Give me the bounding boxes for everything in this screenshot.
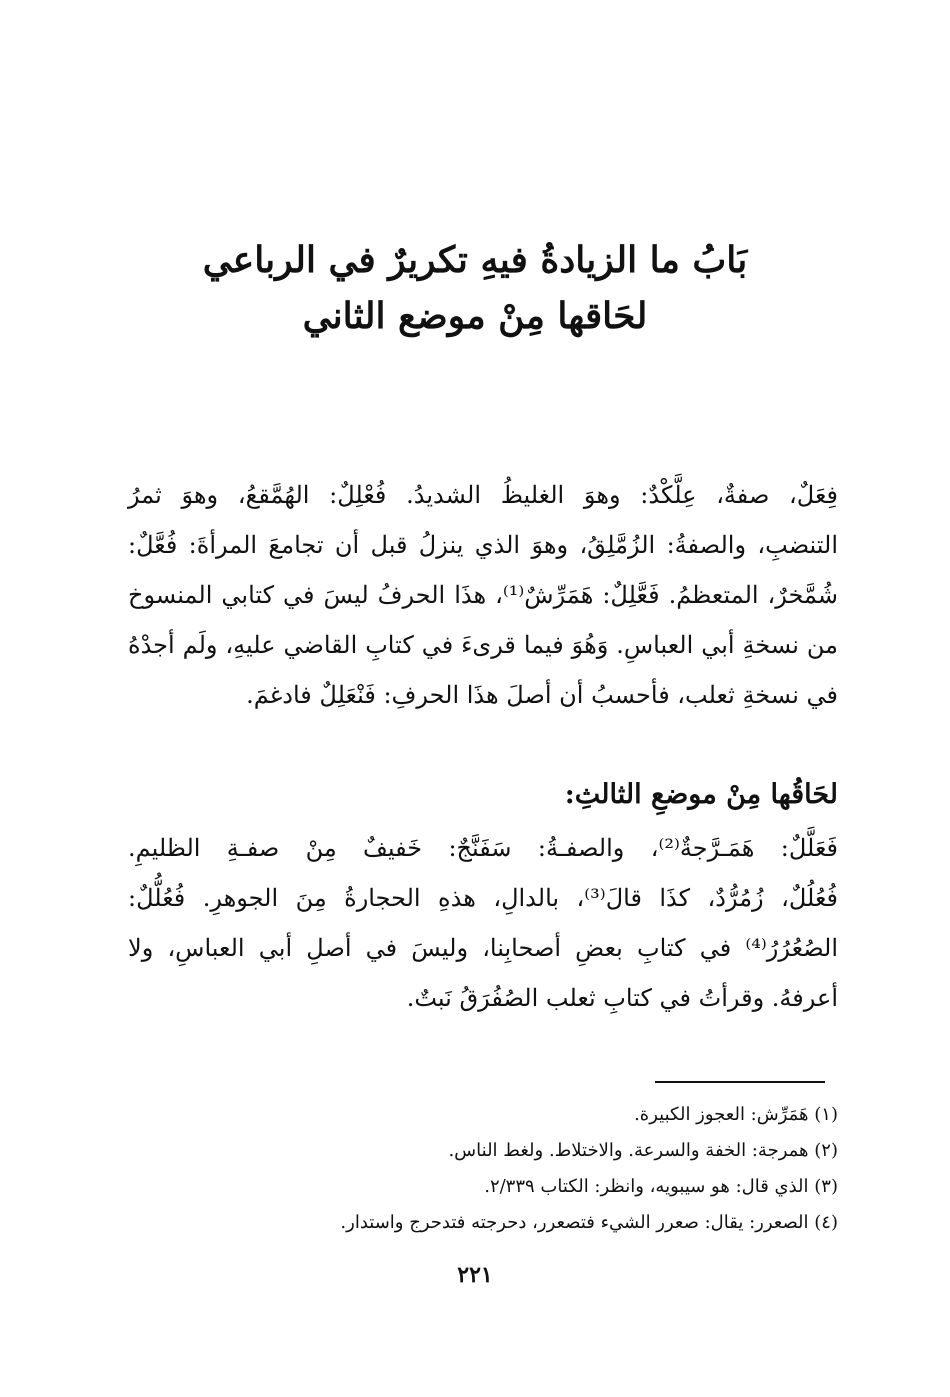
paragraph-2-line: فُعُلُلٌ، زُمُرُّدٌ، كذَا قالَ⁽³⁾، بالدالِ، هذهِ الحجارةُ مِنَ الجوهرِ. فُعُلُّلٌ: [128,884,839,912]
paragraph-1-line: التنضبِ، والصفةُ: الزُمَّلِقُ، وهوَ الذي ينزلُ قبل أن تجامعَ المرأةَ: فُعَّلٌ: [128,531,838,559]
footnote-separator [655,1081,825,1083]
body-paragraph-2 [128,823,838,1023]
footnote-2: (٢) همرجة: الخفة والسرعة. والاختلاط. ولغط الناس. [448,1140,838,1161]
paragraph-1-line: فِعَلٌ، صفةٌ، عِلَّكْدٌ: وهوَ الغليظُ الشديدُ. فُعْلِلٌ: الهُمَّقعُ، وهوَ ثمرُ [128,481,838,509]
paragraph-2-line: الصُعُرُرُ⁽⁴⁾ في كتابِ بعضِ أصحابِنا، وليسَ في أصلِ أبي العباسِ، ولا [128,934,838,962]
footnote-3: (٣) الذي قال: هو سيبويه، وانظر: الكتاب ٢/٣٣٩. [484,1176,838,1197]
paragraph-1-line: من نسخةِ أبي العباسِ. وَهُوَ فيما قرىءَ في كتابِ القاضي عليهِ، ولَم أجدْهُ [128,631,838,659]
page-number: ٢٢١ [457,1262,493,1288]
footnotes [138,1097,838,1241]
section-subheading: لحَاقُها مِنْ موضعِ الثالثِ: [564,779,838,810]
body-paragraph-1 [128,470,838,720]
paragraph-2-line: فَعَلَّلٌ: هَمَـرَّجةٌ⁽²⁾، والصفـةُ: سَفَنَّجٌ: خَفيفٌ مِنْ صفـةِ الظليمِ. [128,834,838,862]
chapter-title [130,232,820,344]
paragraph-2-line: أعرفهُ. وقرأتُ في كتابِ ثعلب الصُفُرَقُ نَبتٌ. [406,984,838,1012]
paragraph-1-line: شُمَّخرٌ، المتعظمُ. فَعَّلِلٌ: هَمَرِّشٌ⁽¹⁾، هذَا الحرفُ ليسَ في كتابي المنسوخ [128,581,838,609]
footnote-4: (٤) الصعرر: يقال: صعرر الشيء فتصعرر، دحرجته فتدحرج واستدار. [340,1212,838,1233]
paragraph-1-line: في نسخةِ ثعلب، فأحسبُ أن أصلَ هذَا الحرفِ: فَنْعَلِلٌ فادغمَ. [246,681,838,709]
chapter-title-line-1: بَابُ ما الزيادةُ فيهِ تكريرٌ في الرباعي [202,239,748,281]
chapter-title-line-2: لحَاقها مِنْ موضع الثاني [302,295,648,337]
footnote-1: (١) هَمَرِّش: العجوز الكبيرة. [634,1104,838,1125]
